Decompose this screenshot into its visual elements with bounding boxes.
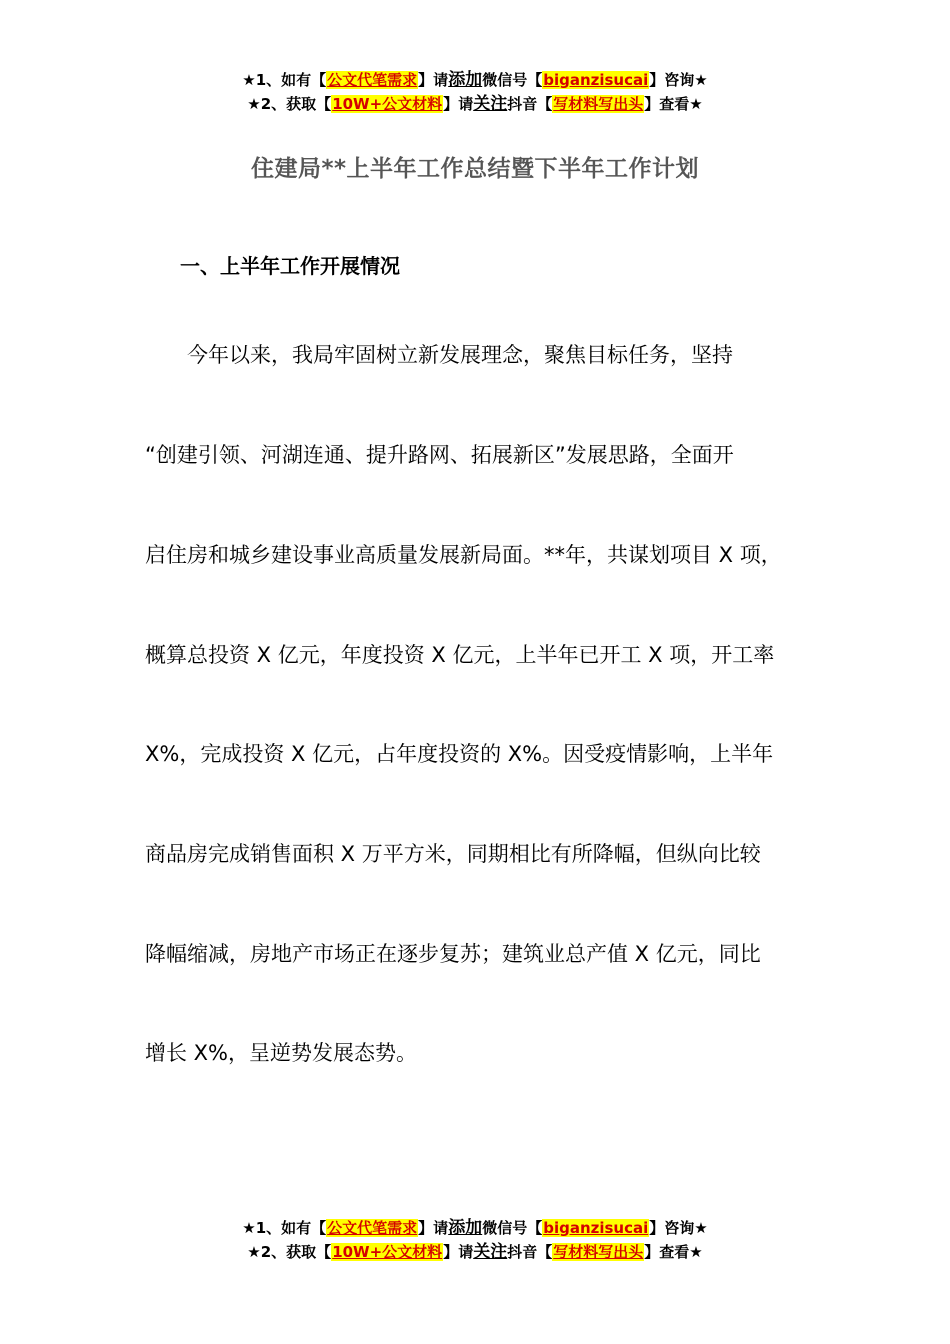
promo-line-1-wechat-id: biganzisucai [543, 71, 649, 89]
promo-line-2-douyin-id: 写材料写出头 [553, 95, 644, 113]
promo-line-1-highlight-service: 公文代笔需求 [327, 1219, 418, 1237]
bottom-promo-banner [0, 1216, 950, 1264]
promo-line-2-emphasis: 关注 [473, 94, 508, 114]
promo-line-1-prefix: ★1、如有【 [242, 1219, 327, 1237]
promo-line-2-douyin-id: 写材料写出头 [553, 1243, 644, 1261]
promo-line-1-mid: 】请 [418, 71, 449, 89]
paragraph-line: 启住房和城乡建设事业高质量发展新局面。**年，共谋划项目 X 项， [145, 543, 782, 567]
promo-line-2-mid: 】请 [443, 1243, 474, 1261]
top-promo-banner [0, 68, 950, 116]
paragraph-line: 增长 X%，呈逆势发展态势。 [145, 1041, 418, 1065]
promo-line-1 [0, 1216, 950, 1240]
paragraph-line: 概算总投资 X 亿元，年度投资 X 亿元，上半年已开工 X 项，开工率 [145, 643, 775, 667]
promo-line-1-prefix: ★1、如有【 [242, 71, 327, 89]
paragraph-line: 降幅缩减，房地产市场正在逐步复苏；建筑业总产值 X 亿元，同比 [145, 942, 761, 966]
paragraph-line: 商品房完成销售面积 X 万平方米，同期相比有所降幅，但纵向比较 [145, 842, 761, 866]
promo-line-2-highlight-materials: 10W+公文材料 [332, 1243, 443, 1261]
promo-line-2 [0, 1240, 950, 1264]
promo-line-2-suffix: 】查看★ [644, 1243, 703, 1261]
promo-line-1-mid: 】请 [418, 1219, 449, 1237]
promo-line-2 [0, 92, 950, 116]
promo-line-2-prefix: ★2、获取【 [247, 1243, 332, 1261]
promo-line-2-mid: 】请 [443, 95, 474, 113]
paragraph-line: 今年以来，我局牢固树立新发展理念，聚焦目标任务，坚持 [145, 343, 733, 367]
promo-line-1-mid-2: 微信号【 [482, 1219, 543, 1237]
promo-line-2-mid-2: 抖音【 [507, 1243, 553, 1261]
promo-line-1-wechat-id: biganzisucai [543, 1219, 649, 1237]
paragraph-line: X%，完成投资 X 亿元，占年度投资的 X%。因受疫情影响，上半年 [145, 742, 774, 766]
promo-line-1-suffix: 】咨询★ [649, 1219, 708, 1237]
promo-line-1-emphasis: 添加 [448, 1218, 483, 1238]
paragraph-line: “创建引领、河湖连通、提升路网、拓展新区”发展思路，全面开 [145, 443, 734, 467]
promo-line-1-suffix: 】咨询★ [649, 71, 708, 89]
promo-line-1-emphasis: 添加 [448, 70, 483, 90]
promo-line-2-suffix: 】查看★ [644, 95, 703, 113]
promo-line-2-emphasis: 关注 [473, 1242, 508, 1262]
promo-line-1-mid-2: 微信号【 [482, 71, 543, 89]
promo-line-2-highlight-materials: 10W+公文材料 [332, 95, 443, 113]
promo-line-1-highlight-service: 公文代笔需求 [327, 71, 418, 89]
document-title: 住建局**上半年工作总结暨下半年工作计划 [250, 156, 700, 182]
promo-line-2-prefix: ★2、获取【 [247, 95, 332, 113]
promo-line-1 [0, 68, 950, 92]
promo-line-2-mid-2: 抖音【 [507, 95, 553, 113]
section-heading: 一、上半年工作开展情况 [180, 254, 400, 278]
